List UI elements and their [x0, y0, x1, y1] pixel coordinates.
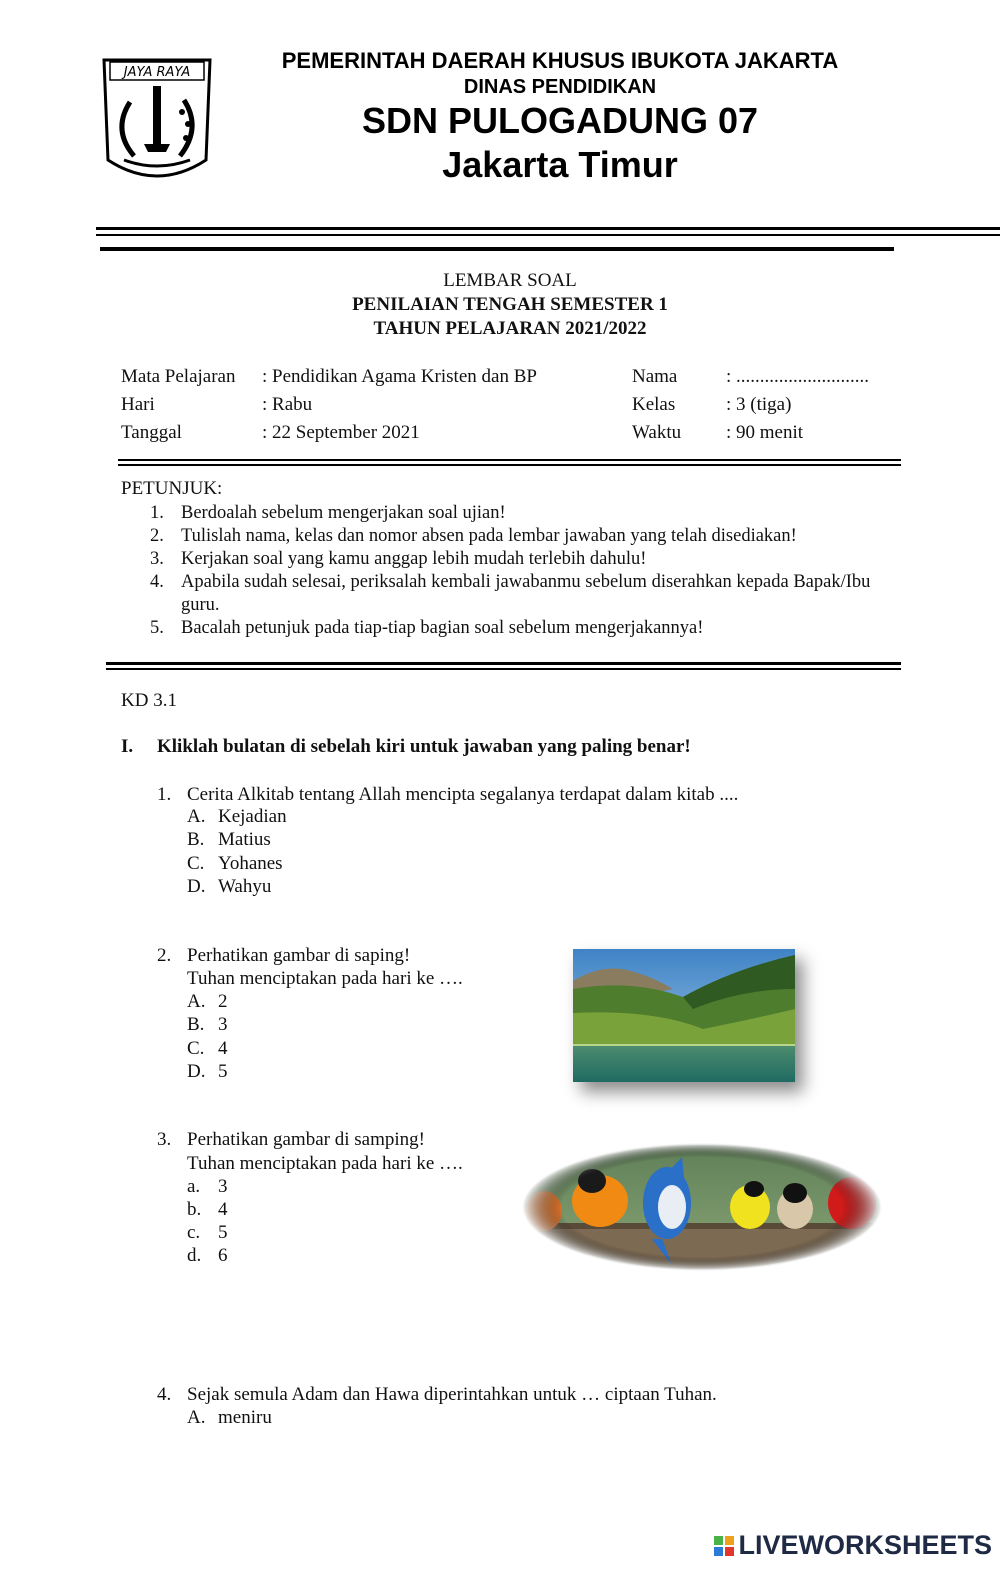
question-2-option-d[interactable]: D. 5 [187, 1061, 228, 1082]
question-4-option-a[interactable]: A. meniru [187, 1407, 272, 1428]
question-3-option-c[interactable]: c. 5 [187, 1222, 228, 1243]
header-rule-thin-2 [96, 234, 1000, 236]
question-3-number: 3. [157, 1129, 172, 1150]
info-day-value: : Rabu [262, 394, 313, 415]
question-2-text: Perhatikan gambar di saping! [187, 945, 411, 966]
section-heading: I. Kliklah bulatan di sebelah kiri untuk jawaban yang paling benar! [121, 736, 691, 757]
header-school: SDN PULOGADUNG 07 [361, 100, 759, 141]
info-date-value: : 22 September 2021 [262, 422, 420, 443]
question-3-option-b[interactable]: b. 4 [187, 1199, 228, 1220]
sheet-title: LEMBAR SOAL [443, 270, 577, 291]
instructions-label: PETUNJUK: [121, 478, 223, 499]
header-city: Jakarta Timur [442, 144, 678, 185]
instruction-item: 1. Berdoalah sebelum mengerjakan soal ujian! [150, 503, 506, 523]
exam-title: PENILAIAN TENGAH SEMESTER 1 [352, 294, 668, 315]
instructions-rule-1 [106, 662, 901, 665]
info-day-label: Hari [121, 394, 155, 415]
info-time-value: : 90 menit [726, 422, 804, 443]
question-1-option-b[interactable]: B. Matius [187, 829, 271, 850]
question-4-number: 4. [157, 1384, 172, 1405]
instruction-item: 5. Bacalah petunjuk pada tiap-tiap bagian soal sebelum mengerjakannya! [150, 618, 704, 638]
header-rule-thick [100, 247, 894, 251]
liveworksheets-text: LIVEWORKSHEETS [738, 1530, 992, 1560]
question-2-text-2: Tuhan menciptakan pada hari ke …. [187, 968, 463, 989]
school-year: TAHUN PELAJARAN 2021/2022 [373, 318, 647, 339]
jaya-raya-logo [100, 52, 214, 186]
instructions-rule-2 [106, 668, 901, 670]
info-name-value: : ............................ [726, 366, 870, 387]
question-2-option-c[interactable]: C. 4 [187, 1038, 228, 1059]
liveworksheets-logo [714, 1530, 992, 1561]
logo-banner-text: JAYA RAYA [123, 65, 191, 80]
question-1-option-c[interactable]: C. Yohanes [187, 853, 283, 874]
question-3-option-d[interactable]: d. 6 [187, 1245, 228, 1266]
info-rule-2 [118, 464, 901, 466]
info-subject-label: Mata Pelajaran [121, 366, 236, 387]
question-2-option-b[interactable]: B. 3 [187, 1014, 228, 1035]
info-time-label: Waktu [632, 422, 682, 443]
landscape-image [573, 949, 795, 1082]
info-name-label: Nama [632, 366, 678, 387]
question-3-option-a[interactable]: a. 3 [187, 1176, 228, 1197]
question-2-option-a[interactable]: A. 2 [187, 991, 228, 1012]
instruction-item: 4. Apabila sudah selesai, periksalah kembali jawabanmu sebelum diserahkan kepada Bapak/Ibu guru. [150, 572, 871, 615]
header-department: DINAS PENDIDIKAN [463, 76, 657, 98]
question-2-number: 2. [157, 945, 172, 966]
info-rule-1 [118, 459, 901, 461]
instructions-list [142, 502, 882, 640]
liveworksheets-grid-icon [714, 1536, 734, 1556]
info-subject-value: : Pendidikan Agama Kristen dan BP [262, 366, 537, 387]
birds-image [522, 1143, 882, 1271]
header-government: PEMERINTAH DAERAH KHUSUS IBUKOTA JAKARTA [281, 48, 839, 73]
info-class-value: : 3 (tiga) [726, 394, 792, 415]
competency-code: KD 3.1 [121, 690, 177, 711]
instruction-item: 3. Kerjakan soal yang kamu anggap lebih mudah terlebih dahulu! [150, 549, 647, 569]
instruction-item: 2. Tulislah nama, kelas dan nomor absen pada lembar jawaban yang telah disediakan! [150, 526, 797, 546]
question-1-option-d[interactable]: D. Wahyu [187, 876, 272, 897]
header-rule-thin [96, 227, 1000, 230]
info-class-label: Kelas [632, 394, 676, 415]
question-4-text: Sejak semula Adam dan Hawa diperintahkan untuk … ciptaan Tuhan. [187, 1384, 717, 1405]
question-1-text: Cerita Alkitab tentang Allah mencipta segalanya terdapat dalam kitab .... [187, 784, 739, 805]
question-3-text: Perhatikan gambar di samping! [187, 1129, 425, 1150]
question-1-number: 1. [157, 784, 172, 805]
question-3-text-2: Tuhan menciptakan pada hari ke …. [187, 1153, 463, 1174]
info-date-label: Tanggal [121, 422, 182, 443]
question-1-option-a[interactable]: A. Kejadian [187, 806, 287, 827]
